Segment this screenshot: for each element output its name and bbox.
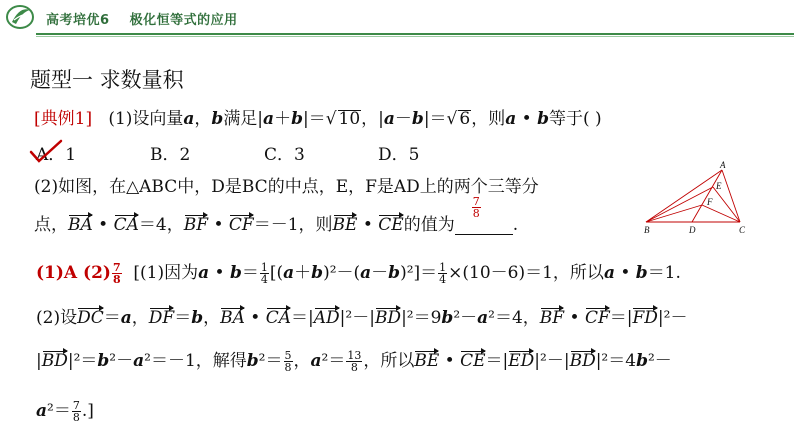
example1-question: [典例1] (1)设向量a，b满足|a＋b|＝√ 10，|a－b|＝√ 6，则a • b等于( ): [34, 109, 602, 129]
solution-line3: |BD|²＝b²－a²＝－1，解得b²＝ $\frac{5}{8}$ ，a²＝ $\frac{13}{8}$ ，所以BE • CE＝|ED|²－|BD|²＝4b²－: [36, 349, 672, 374]
answer-blank: $\frac{7}{8}$: [455, 218, 513, 235]
part2-line2: 点，BA • CA＝4，BF • CF＝－1，则BE • CE的值为 $\frac{7}{8}$ .: [34, 195, 519, 235]
example-tag: [典例1]: [34, 109, 93, 129]
header-divider: [36, 33, 794, 35]
label-C: C: [739, 225, 746, 235]
solution-line1: (1)A (2) $\frac{7}{8}$ [(1)因为a • b＝ $\frac{1}{4}$ [(a＋b)²－(a－b)²]＝ $\frac{1}{4}$ ×(10－6)＝1，所以a • b＝1.: [36, 261, 681, 286]
header-divider-thin: [36, 36, 794, 37]
label-D: D: [689, 225, 696, 235]
header-title: 高考培优6 极化恒等式的应用: [46, 13, 238, 28]
logo-icon: [4, 2, 36, 32]
label-F: F: [707, 197, 713, 207]
choice-d: D．5: [378, 145, 420, 165]
label-B: B: [644, 225, 650, 235]
checkmark-icon: [28, 138, 64, 164]
section-heading: 题型一 求数量积: [30, 68, 184, 92]
solution-line4: a²＝ $\frac{7}{8}$ .]: [36, 399, 94, 424]
label-A: A: [720, 160, 726, 170]
triangle-figure: [644, 160, 756, 238]
choice-c: C．3: [264, 145, 305, 165]
choice-b: B．2: [150, 145, 191, 165]
part2-line1: (2)如图，在△ABC中，D是BC的中点，E，F是AD上的两个三等分: [34, 177, 539, 197]
choice-a: A．1: [36, 145, 77, 165]
slide-header: [0, 0, 794, 36]
solution-line2: (2)设DC＝a，DF＝b，BA • CA＝|AD|²－|BD|²＝9b²－a²＝4，BF • CF＝|FD|²－: [36, 308, 688, 328]
label-E: E: [716, 181, 722, 191]
